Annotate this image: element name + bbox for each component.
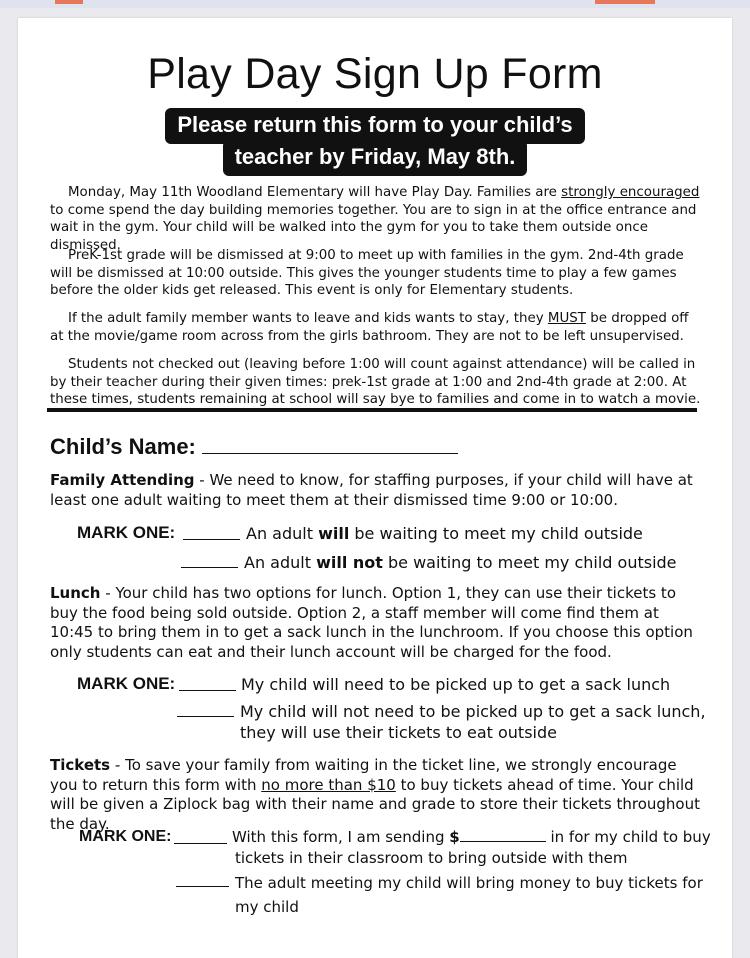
- tickets-option-1-blank[interactable]: [174, 842, 227, 844]
- family-option-2: An adult will not be waiting to meet my child outside: [244, 553, 677, 572]
- intro-paragraph-1: Monday, May 11th Woodland Elementary will have Play Day. Families are strongly encouraged to come spend the day building memories together. You are to sign in at the office entrance and wait in the gym. Your child will be walked into the gym for you to take them outside once dismissed.: [50, 185, 700, 253]
- section-divider: [47, 408, 697, 412]
- tickets-mark-one-label: MARK ONE:: [79, 828, 172, 845]
- family-option-1: An adult will be waiting to meet my child outside: [246, 524, 643, 543]
- tickets-amount-blank[interactable]: [460, 827, 546, 842]
- intro-paragraph-2: PreK-1st grade will be dismissed at 9:00 to meet up with families in the gym. 2nd-4th grade will be dismissed at 10:00 outside. This gives the younger students time to play a few games before the older kids get released. This event is only for Elementary students.: [50, 248, 684, 298]
- lunch-option-1: My child will need to be picked up to get a sack lunch: [241, 675, 671, 694]
- intro-paragraph-4: Students not checked out (leaving before 1:00 will count against attendance) will be called in by their teacher during their given times: prek-1st grade at 1:00 and 2nd-4th grade at 2:00. At these times, students remaining at school will say bye to families and come in to watch a movie.: [50, 357, 701, 407]
- lunch-option-2-blank[interactable]: [177, 715, 234, 717]
- top-accent-mark: [55, 0, 83, 4]
- tickets-option-2: The adult meeting my child will bring money to buy tickets for my child: [235, 874, 703, 916]
- lunch-mark-one-label: MARK ONE:: [77, 674, 176, 693]
- family-mark-one-label: MARK ONE:: [77, 523, 176, 542]
- lunch-heading: Lunch: [50, 584, 101, 602]
- lunch-section: Lunch - Your child has two options for lunch. Option 1, they can use their tickets to buy the food being sold outside. Option 2, a staff member will come find them at 10:45 to bring them in to get a sack lunch in the lunchroom. If you choose this option only students can eat and their lunch account will be charged for the food.: [50, 584, 693, 661]
- family-option-1-blank[interactable]: [183, 538, 240, 540]
- child-name-field[interactable]: [50, 433, 458, 460]
- intro-paragraph-3: If the adult family member wants to leave and kids wants to stay, they MUST be dropped off at the movie/game room across from the girls bathroom. They are not to be left unsupervised.: [50, 311, 689, 344]
- tickets-option-1: With this form, I am sending $ in for my child to buy tickets in their classroom to bring outside with them: [232, 828, 711, 867]
- family-heading: Family Attending: [50, 471, 195, 489]
- lunch-option-2: My child will not need to be picked up to get a sack lunch, they will use their tickets to eat outside: [240, 702, 706, 742]
- child-name-label: Child’s Name:: [50, 434, 196, 459]
- lunch-option-1-blank[interactable]: [179, 689, 236, 691]
- tickets-heading: Tickets: [50, 756, 111, 774]
- tickets-option-2-blank[interactable]: [176, 885, 229, 887]
- child-name-blank[interactable]: [202, 433, 458, 454]
- page-title: Play Day Sign Up Form: [147, 50, 603, 98]
- deadline-banner-line2: teacher by Friday, May 8th.: [0, 140, 750, 176]
- deadline-banner-line1: Please return this form to your child’s: [0, 108, 750, 144]
- tickets-section: Tickets - To save your family from waiting in the ticket line, we strongly encourage you to return this form with no more than $10 to buy tickets ahead of time. Your child will be given a Ziplock bag with their name and grade to store their tickets throughout the day.: [50, 756, 701, 833]
- family-attending-section: Family Attending - We need to know, for staffing purposes, if your child will have at least one adult waiting to meet them at their dismissed time 9:00 or 10:00.: [50, 471, 693, 509]
- family-option-2-blank[interactable]: [181, 566, 238, 568]
- top-accent-mark: [595, 0, 655, 4]
